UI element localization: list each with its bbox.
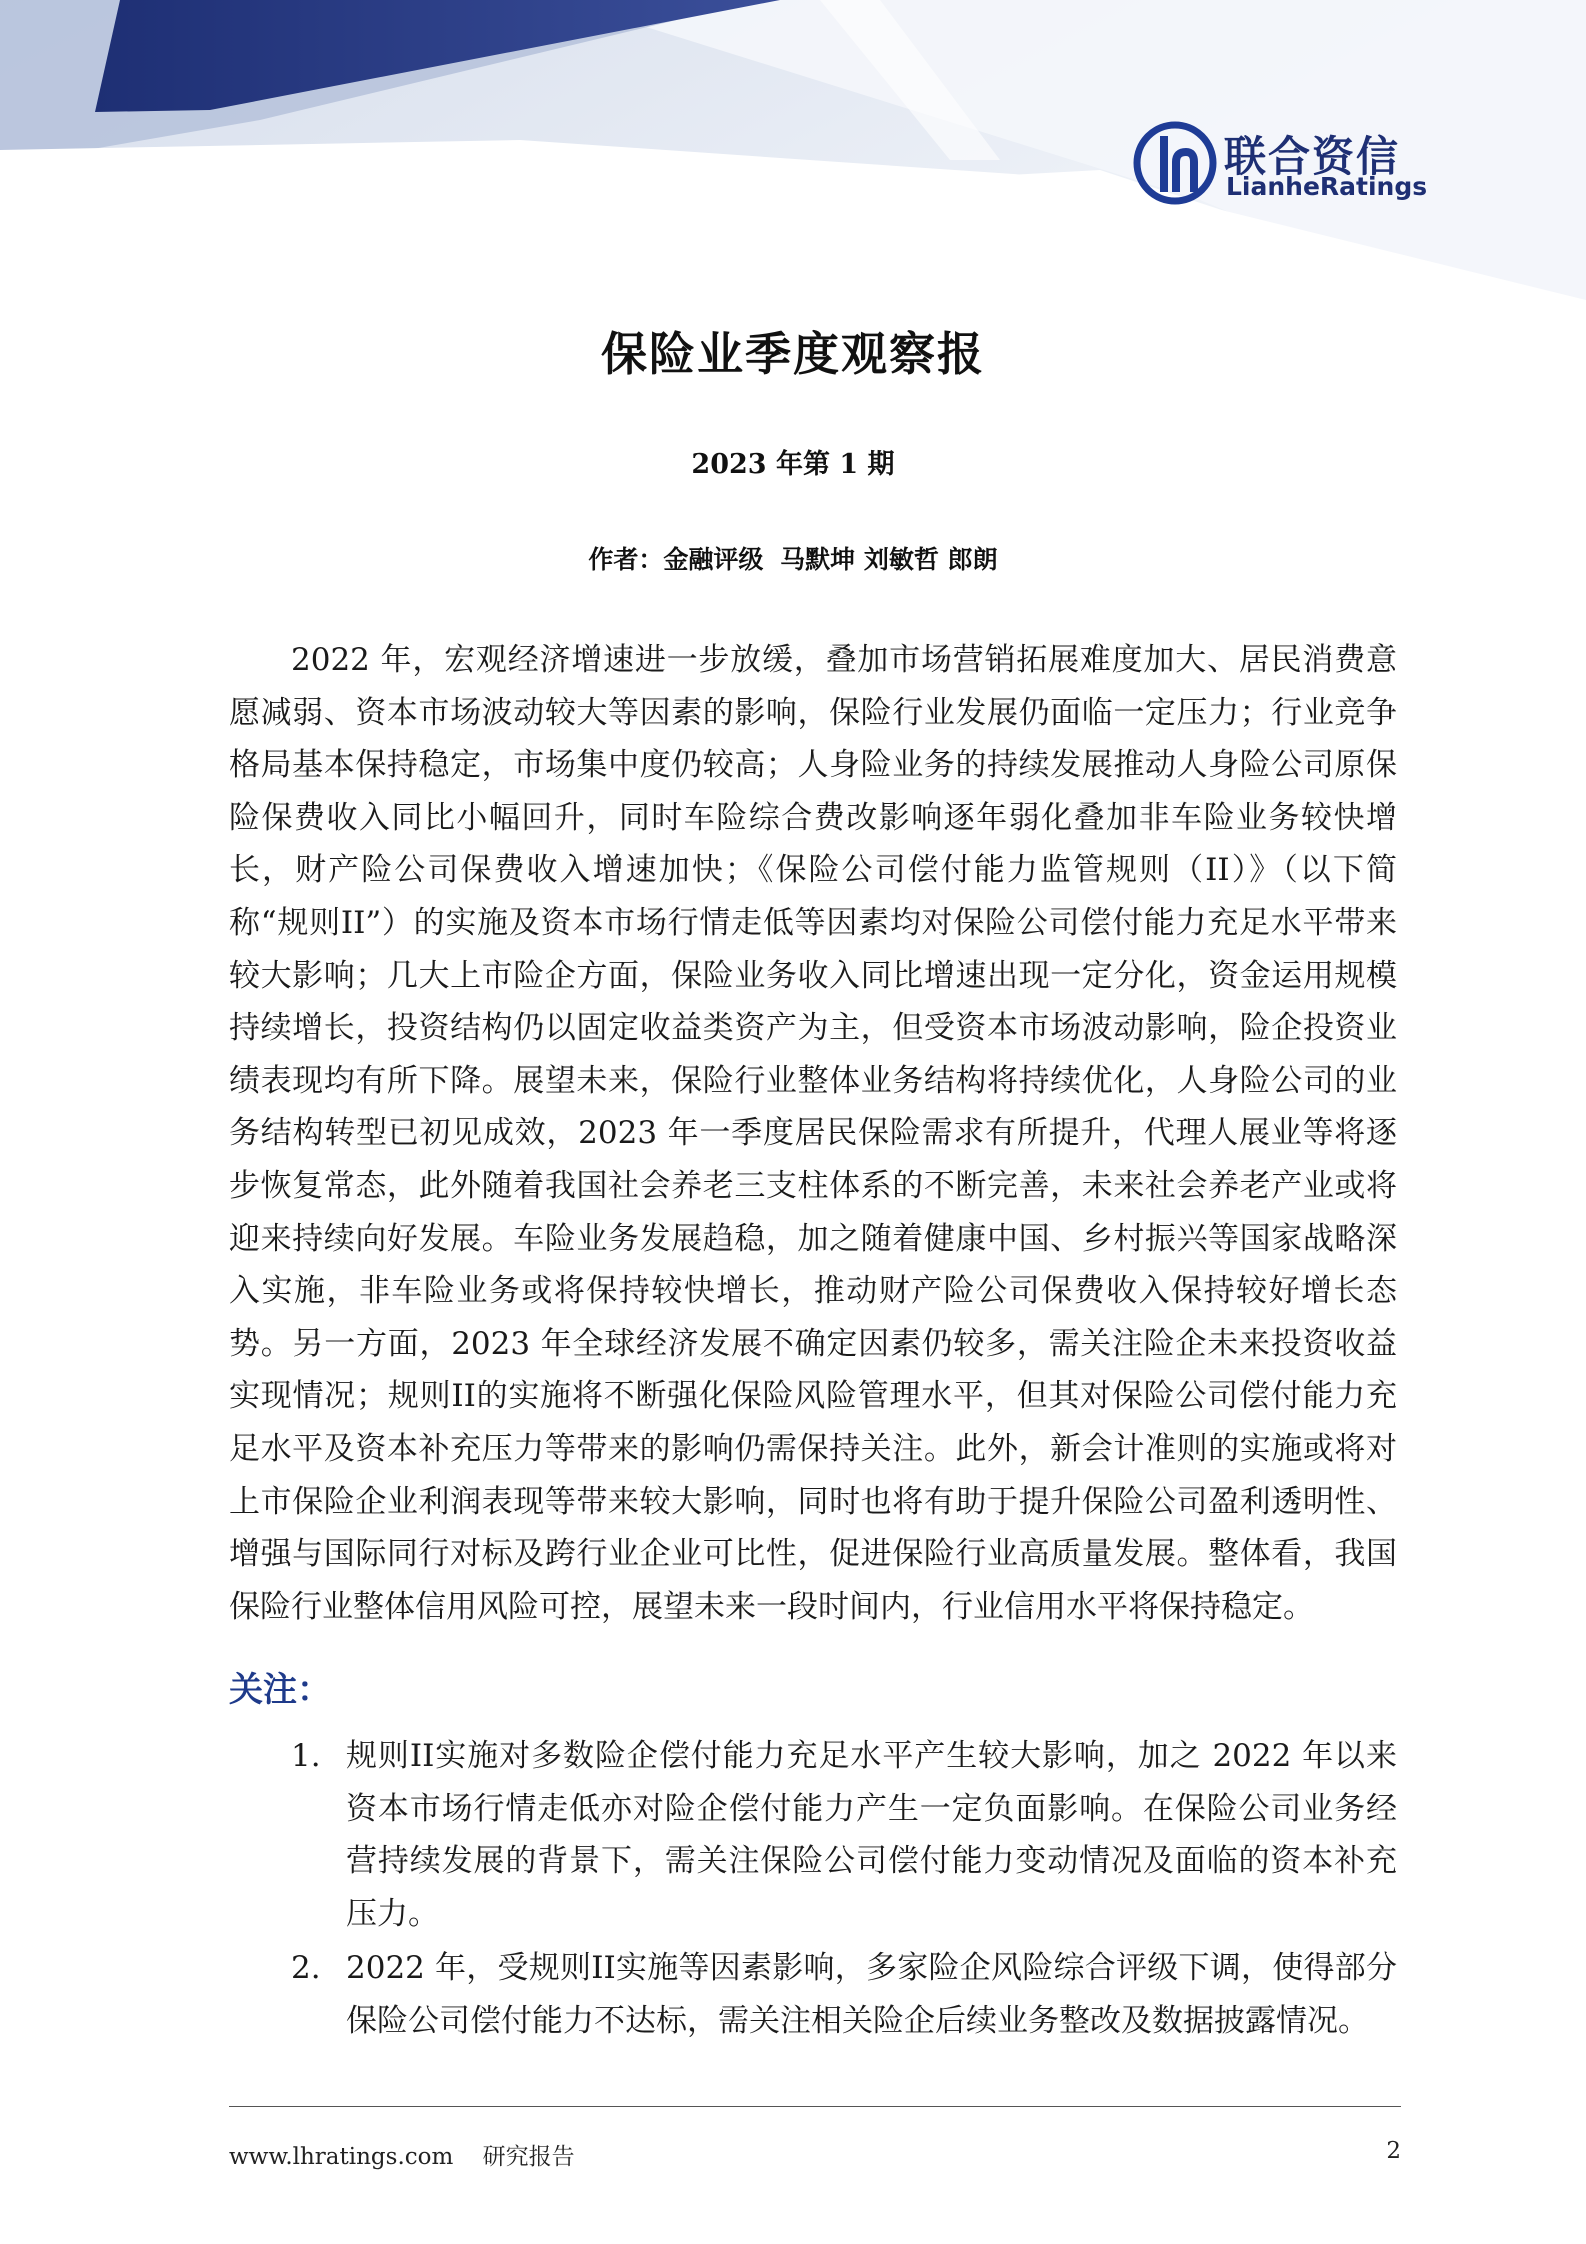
list-item <box>229 1942 1397 2047</box>
authors-line <box>0 540 1586 576</box>
focus-heading: 关注： <box>229 1670 331 1710</box>
page-number: 2 <box>1386 2138 1401 2164</box>
footer-divider <box>229 2106 1401 2107</box>
list-item-number: 2. <box>291 1950 321 1987</box>
list-item-number: 1. <box>291 1738 321 1774</box>
logo-text-en: LianheRatings <box>1226 172 1428 201</box>
authors-label: 作者：金融评级 <box>588 545 764 574</box>
page-title: 保险业季度观察报 <box>601 327 985 381</box>
focus-list <box>229 1730 1397 2048</box>
logo-text-cn: 联合资信 <box>1224 132 1401 181</box>
summary-paragraph: 2022 年，宏观经济增速进一步放缓，叠加市场营销拓展难度加大、居民消费意愿减弱、资本市场波动较大等因素的影响，保险行业发展仍面临一定压力；行业竞争格局基本保持稳定，市场集中度仍较高；人身险业务的持续发展推动人身险公司原保险保费收入同比小幅回升，同时车险综合费改影响逐年弱化叠加非车险业务较快增长，财产险公司保费收入增速加快；《保险公司偿付能力监管规则（II）》（以下简称“规则II”）的实施及资本市场行情走低等因素均对保险公司偿付能力充足水平带来较大影响；几大上市险企方面，保险业务收入同比增速出现一定分化，资金运用规模持续增长，投资结构仍以固定收益类资产为主，但受资本市场波动影响，险企投资业绩表现均有所下降。展望未来，保险行业整体业务结构将持续优化，人身险公司的业务结构转型已初见成效，2023 年一季度居民保险需求有所提升，代理人展业等将逐步恢复常态，此外随着我国社会养老三支柱体系的不断完善，未来社会养老产业或将迎来持续向好发展。车险业务发展趋稳，加之随着健康中国、乡村振兴等国家战略深入实施，非车险业务或将保持较快增长，推动财产险公司保费收入保持较好增长态势。另一方面，2023 年全球经济发展不确定因素仍较多，需关注险企未来投资收益实现情况；规则II的实施将不断强化保险风险管理水平，但其对保险公司偿付能力充足水平及资本补充压力等带来的影响仍需保持关注。此外，新会计准则的实施或将对上市保险企业利润表现等带来较大影响，同时也将有助于提升保险公司盈利透明性、增强与国际同行对标及跨行业企业可比性，促进保险行业高质量发展。整体看，我国保险行业整体信用风险可控，展望未来一段时间内，行业信用水平将保持稳定。 <box>229 642 1397 1625</box>
list-item-text: 规则II实施对多数险企偿付能力充足水平产生较大影响，加之 2022 年以来资本市场行情走低亦对险企偿付能力产生一定负面影响。在保险公司业务经营持续发展的背景下，需关注保险公司偿付能力变动情况及面临的资本补充压力。 <box>346 1738 1397 1932</box>
issue-number: 2023 年第 1 期 <box>691 449 895 480</box>
footer <box>229 2138 575 2171</box>
footer-website-link[interactable]: www.lhratings.com <box>229 2144 454 2170</box>
footer-category: 研究报告 <box>482 2144 575 2170</box>
list-item <box>229 1730 1397 1940</box>
company-logo <box>1130 118 1430 208</box>
list-item-text: 2022 年，受规则II实施等因素影响，多家险企风险综合评级下调，使得部分保险公司偿付能力不达标，需关注相关险企后续业务整改及数据披露情况。 <box>346 1950 1397 2039</box>
authors-names: 马默坤 刘敏哲 郎朗 <box>780 545 998 574</box>
logo-mark-icon <box>1130 118 1220 208</box>
